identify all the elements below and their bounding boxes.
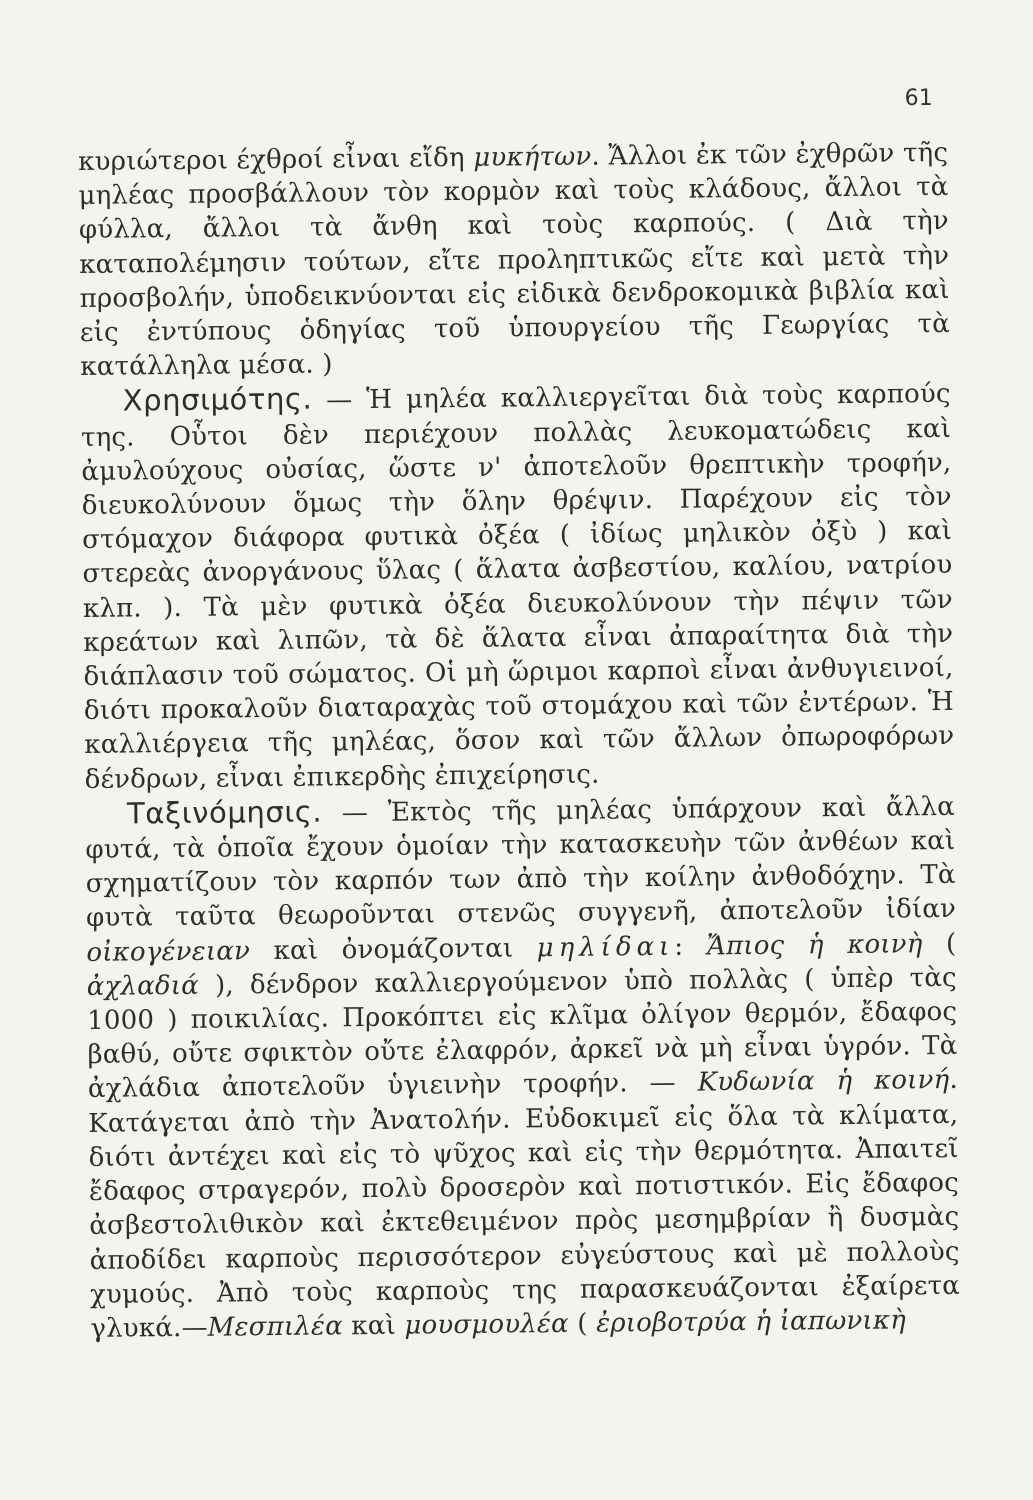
paragraph-usefulness xyxy=(81,375,955,797)
text-span: — Ἐκτὸς τῆς μηλέας ὑπάρχουν καὶ ἄλλα φυτά, τὰ ὁποῖα ἔχουν ὁμοίαν τὴν κατασκευὴν τῶν ἀνθέων καὶ σχηματίζουν τὸν καρπόν των ἀπὸ τὴν κοίλην ἀνθοδόχην. Τὰ φυτὰ ταῦτα θεωροῦνται στενῶς συγγενῆ, ἀποτελοῦν ἰδίαν xyxy=(85,791,957,934)
section-heading-usefulness: Χρησιμότης. xyxy=(122,381,313,418)
paragraph-classification xyxy=(85,788,961,1346)
spaced-term: μηλίδαι xyxy=(536,931,675,963)
text-span: . Κατάγεται ἀπὸ τὴν Ἀνατολήν. Εὐδοκιμεῖ εἰς ὅλα τὰ κλίματα, διότι ἀντέχει καὶ εἰς τὸ ψῦχος καὶ εἰς τὴν θερμότητα. Ἀπαιτεῖ ἔδαφος στραγερόν, πολὺ δροσερὸν καὶ ποτιστικόν. Εἰς ἔδαφος ἀσβεστολιθικὸν καὶ ἐκτεθειμένον πρὸς μεσημβρίαν ἢ δυσμὰς ἀποδίδει καρποὺς περισσότερον εὐγεύστους καὶ μὲ πολλοὺς χυμούς. Ἀπὸ τοὺς καρποὺς της παρασκευάζονται ἐξαίρετα γλυκά.— xyxy=(88,1065,961,1344)
italic-term: Ἄπιος ἡ κοινὴ xyxy=(706,928,923,962)
page-number: 61 xyxy=(904,86,933,111)
text-span: καὶ xyxy=(342,1310,405,1342)
italic-term: οἰκογένειαν xyxy=(86,935,251,968)
text-span: ( xyxy=(568,1308,597,1339)
italic-term: Κυδωνία ἡ κοινή xyxy=(697,1065,950,1099)
text-span: — Ἡ μηλέα καλλιεργεῖται διὰ τοὺς καρπούς της. Οὗτοι δὲν περιέχουν πολλὰς λευκοματώδεις καὶ ἀμυλούχους οὐσίας, ὥστε ν' ἀποτελοῦν θρεπτικὴν τροφήν, διευκολύνουν ὅμως τὴν ὅλην θρέψιν. Παρέχουν εἰς τὸν στόμαχον διάφορα φυτικὰ ὀξέα ( ἰδίως μηλικὸν ὀξὺ ) καὶ στερεὰς ἀνοργάνους ὕλας ( ἅλατα ἀσβεστίου, καλίου, νατρίου κλπ. ). Τὰ μὲν φυτικὰ ὀξέα διευκολύνουν τὴν πέψιν τῶν κρεάτων καὶ λιπῶν, τὰ δὲ ἅλατα εἶναι ἀπαραίτητα διὰ τὴν διάπλασιν τοῦ σώματος. Οἱ μὴ ὥριμοι καρποὶ εἶναι ἀνθυγιεινοί, διότι προκαλοῦν διαταραχὰς τοῦ στομάχου καὶ τῶν ἐντέρων. Ἡ καλλιέργεια τῆς μηλέας, ὅσον καὶ τῶν ἄλλων ὀπωροφόρων δένδρων, εἶναι ἐπικερδὴς ἐπιχείρησις. xyxy=(80,379,955,795)
text-span: καὶ ὀνομάζονται xyxy=(249,932,537,966)
italic-term: Μεσπιλέα xyxy=(207,1311,344,1343)
italic-term: μουσμουλέα xyxy=(404,1308,570,1341)
body-text xyxy=(78,136,961,1346)
text-span: . Ἄλλοι ἐκ τῶν ἐχθρῶν τῆς μηλέας προσβάλλουν τὸν κορμὸν καὶ τοὺς κλάδους, ἄλλοι τὰ φύλλα, ἄλλοι τὰ ἄνθη καὶ τοὺς καρπούς. ( Διὰ τὴν καταπολέμησιν τούτων, εἴτε προληπτικῶς εἴτε καὶ μετὰ τὴν προσβολήν, ὑποδεικνύονται εἰς εἰδικὰ δενδροκομικὰ βιβλία καὶ εἰς ἐντύπους ὁδηγίας τοῦ ὑπουργείου τῆς Γεωργίας τὰ κατάλληλα μέσα. ) xyxy=(78,137,951,383)
text-span: ( xyxy=(922,928,957,959)
paragraph-pests xyxy=(78,136,950,385)
italic-term: ἐριοβοτρύα ἡ ἰαπωνικὴ xyxy=(595,1305,907,1339)
text-span: κυριώτεροι έχθροί εἶναι εἴδη xyxy=(78,142,474,177)
section-heading-classification: Ταξινόμησις. xyxy=(126,794,323,831)
text-span: ), δένδρον καλλιεργούμενον ὑπὸ πολλὰς ( ὑπὲρ τὰς 1000 ) ποικιλίας. Προκόπτει εἰς κλῖμα ὀλίγον θερμόν, ἔδαφος βαθύ, οὔτε σφικτὸν οὔτε ἐλαφρόν, ἀρκεῖ νὰ μὴ εἶναι ὑγρόν. Τὰ ἀχλάδια ἀποτελοῦν ὑγιεινὴν τροφήν. — xyxy=(87,962,958,1105)
text-span: : xyxy=(674,931,707,962)
italic-term: ἀχλαδιά xyxy=(86,970,200,1002)
italic-term: μυκήτων xyxy=(473,141,592,173)
